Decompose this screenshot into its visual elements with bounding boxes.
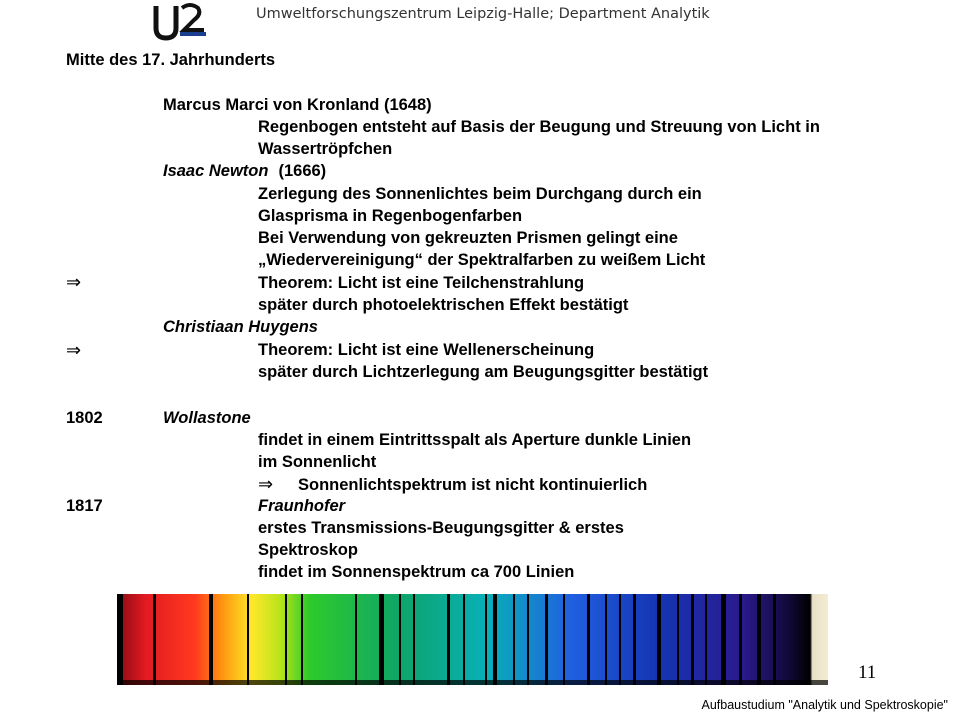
newton-theorem: Theorem: Licht ist eine Teilchenstrahlung	[258, 274, 585, 292]
marci-line-2: Wassertröpfchen	[258, 140, 393, 158]
huygens-name: Christiaan Huygens	[163, 318, 318, 336]
marci-heading: Marcus Marci von Kronland (1648)	[163, 96, 432, 114]
fraunhofer-name: Fraunhofer	[258, 497, 346, 515]
year-1817: 1817	[66, 497, 103, 515]
institute-header: Umweltforschungszentrum Leipzig-Halle; Department Analytik	[256, 6, 710, 22]
marci-line-1: Regenbogen entsteht auf Basis der Beugung und Streuung von Licht in	[258, 118, 820, 136]
wollastone-name: Wollastone	[163, 409, 251, 427]
fraunhofer-line-3: findet im Sonnenspektrum ca 700 Linien	[258, 563, 575, 581]
fraunhofer-line-2: Spektroskop	[258, 541, 358, 559]
newton-name: Isaac Newton	[163, 162, 269, 180]
implies-arrow-icon: ⇒	[258, 474, 274, 494]
wollastone-conclusion: Sonnenlichtspektrum ist nicht kontinuierlich	[298, 476, 648, 494]
newton-line-4: „Wiedervereinigung“ der Spektralfarben zu weißem Licht	[258, 251, 706, 269]
solar-spectrum-image	[117, 594, 828, 685]
implies-arrow-icon: ⇒	[66, 272, 82, 292]
newton-line-3: Bei Verwendung von gekreuzten Prismen gelingt eine	[258, 229, 678, 247]
page-number: 11	[858, 662, 877, 683]
huygens-confirm: später durch Lichtzerlegung am Beugungsgitter bestätigt	[258, 363, 709, 381]
footer-course-title: Aufbaustudium "Analytik und Spektroskopie"	[701, 698, 948, 712]
newton-line-2: Glasprisma in Regenbogenfarben	[258, 207, 523, 225]
wollastone-line-1: findet in einem Eintrittsspalt als Aperture dunkle Linien	[258, 431, 692, 449]
year-1802: 1802	[66, 409, 103, 427]
huygens-theorem: Theorem: Licht ist eine Wellenerscheinung	[258, 341, 595, 359]
wollastone-line-2: im Sonnenlicht	[258, 453, 377, 471]
newton-line-1: Zerlegung des Sonnenlichtes beim Durchgang durch ein	[258, 185, 702, 203]
newton-year: (1666)	[278, 162, 327, 180]
era-title: Mitte des 17. Jahrhunderts	[66, 51, 276, 69]
newton-heading	[163, 161, 326, 181]
newton-confirm: später durch photoelektrischen Effekt bestätigt	[258, 296, 629, 314]
implies-arrow-icon: ⇒	[66, 340, 82, 360]
ufz-logo	[152, 2, 210, 42]
fraunhofer-line-1: erstes Transmissions-Beugungsgitter & erstes	[258, 519, 624, 537]
